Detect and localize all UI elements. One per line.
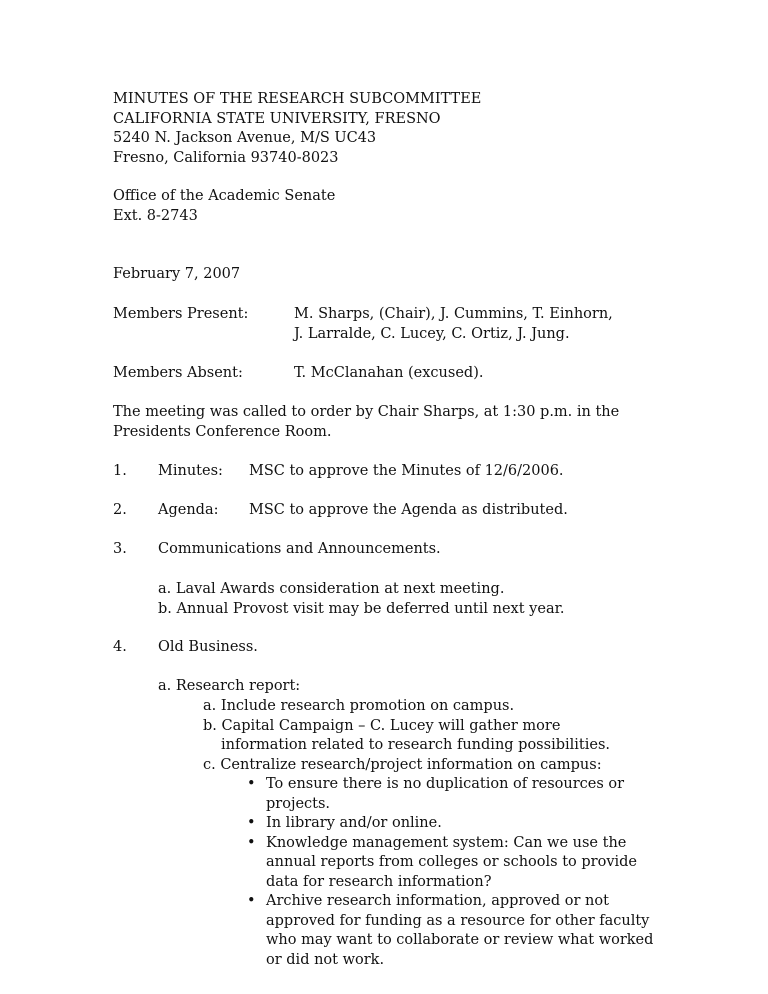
sublist-item-cont: information related to research funding possibilities.	[221, 737, 610, 753]
bullet-line: Archive research information, approved or not	[266, 893, 609, 909]
item-text: Communications and Announcements.	[158, 541, 441, 557]
header-address: 5240 N. Jackson Avenue, M/S UC43	[113, 130, 377, 146]
header-university: CALIFORNIA STATE UNIVERSITY, FRESNO	[113, 110, 441, 127]
communication-item: b. Annual Provost visit may be deferred until next year.	[158, 600, 565, 617]
item-number: 4.	[113, 639, 127, 655]
item-text: MSC to approve the Minutes of 12/6/2006.	[249, 463, 564, 479]
meeting-date: February 7, 2007	[113, 266, 241, 282]
members-absent-label: Members Absent:	[113, 365, 243, 381]
bullet-icon: •	[247, 834, 256, 851]
item-text: MSC to approve the Agenda as distributed.	[249, 502, 568, 518]
document-header	[113, 90, 481, 168]
research-report-sublist	[203, 697, 610, 775]
office-ext: Ext. 8-2743	[113, 207, 198, 224]
members-present-line: M. Sharps, (Chair), J. Cummins, T. Einhorn,	[294, 306, 613, 322]
bullet-item	[244, 814, 653, 834]
communication-item: a. Laval Awards consideration at next meeting.	[158, 581, 505, 597]
members-present-label: Members Present:	[113, 306, 249, 322]
item-label: Agenda:	[158, 502, 219, 518]
item-number: 3.	[113, 541, 127, 557]
bullet-icon: •	[247, 893, 256, 909]
sublist-item: b. Capital Campaign – C. Lucey will gather more	[203, 717, 561, 734]
call-to-order	[113, 403, 619, 442]
bullet-line: annual reports from colleges or schools to provide	[266, 854, 638, 870]
members-absent-value: T. McClanahan (excused).	[294, 365, 484, 381]
bullet-line: or did not work.	[266, 951, 385, 968]
header-title: MINUTES OF THE RESEARCH SUBCOMMITTEE	[113, 91, 482, 107]
bullet-line: approved for funding as a resource for other faculty	[266, 912, 650, 929]
bullet-icon: •	[247, 815, 256, 831]
members-present-line: J. Larralde, C. Lucey, C. Ortiz, J. Jung.	[294, 325, 570, 342]
bullet-line: data for research information?	[266, 873, 492, 890]
centralize-bullets	[244, 775, 653, 970]
bullet-icon: •	[247, 776, 256, 792]
call-to-order-line: The meeting was called to order by Chair Sharps, at 1:30 p.m. in the	[113, 404, 620, 420]
bullet-line: In library and/or online.	[266, 815, 442, 831]
bullet-line: Knowledge management system: Can we use the	[266, 834, 627, 851]
bullet-item	[244, 834, 653, 893]
bullet-item	[244, 892, 653, 970]
item-text: Old Business.	[158, 639, 258, 655]
bullet-line: who may want to collaborate or review what worked	[266, 932, 654, 948]
bullet-line: To ensure there is no duplication of resources or	[266, 776, 625, 792]
bullet-item	[244, 775, 653, 814]
research-report-heading: a. Research report:	[158, 678, 301, 694]
office-block	[113, 187, 335, 226]
bullet-line: projects.	[266, 795, 331, 812]
members-present-list	[294, 305, 613, 344]
sublist-item: a. Include research promotion on campus.	[203, 698, 515, 714]
sublist-item: c. Centralize research/project information on campus:	[203, 756, 602, 773]
item-number: 1.	[113, 463, 127, 479]
item-number: 2.	[113, 502, 127, 518]
office-name: Office of the Academic Senate	[113, 188, 336, 204]
communications-list	[158, 580, 565, 619]
item-label: Minutes:	[158, 463, 223, 479]
header-city: Fresno, California 93740-8023	[113, 149, 339, 166]
call-to-order-line: Presidents Conference Room.	[113, 423, 332, 440]
